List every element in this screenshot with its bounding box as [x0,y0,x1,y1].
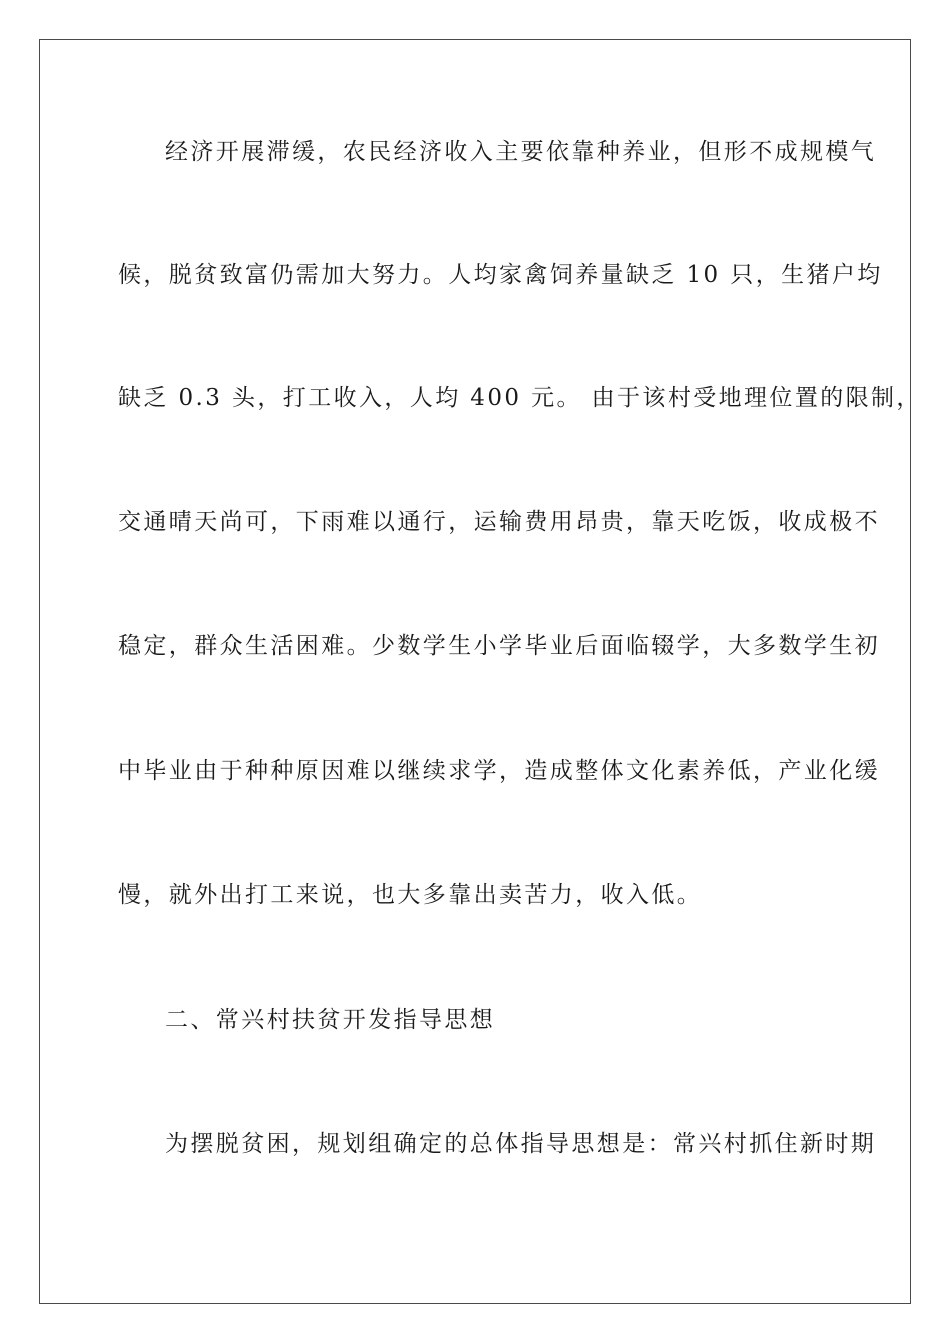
page-border [39,39,922,1304]
paragraph-line-7: 慢，就外出打工来说，也大多靠出卖苦力，收入低。 [118,882,703,908]
paragraph-line-2: 候，脱贫致富仍需加大努力。人均家禽饲养量缺乏 10 只，生猪户均 [118,262,883,288]
paragraph-line-6: 中毕业由于种种原因难以继续求学，造成整体文化素养低，产业化缓 [118,758,880,784]
paragraph-line-3: 缺乏 0.3 头，打工收入，人均 400 元。 由于该村受地理位置的限制， [118,385,922,411]
paragraph-line-4: 交通晴天尚可，下雨难以通行，运输费用昂贵，靠天吃饭，收成极不 [118,509,880,535]
paragraph-line-5: 稳定，群众生活困难。少数学生小学毕业后面临辍学，大多数学生初 [118,633,880,659]
paragraph-line-1: 经济开展滞缓，农民经济收入主要依靠种养业，但形不成规模气 [165,139,877,165]
paragraph-line-8: 为摆脱贫困，规划组确定的总体指导思想是：常兴村抓住新时期 [165,1131,877,1157]
section-heading: 二、常兴村扶贫开发指导思想 [165,1007,496,1033]
